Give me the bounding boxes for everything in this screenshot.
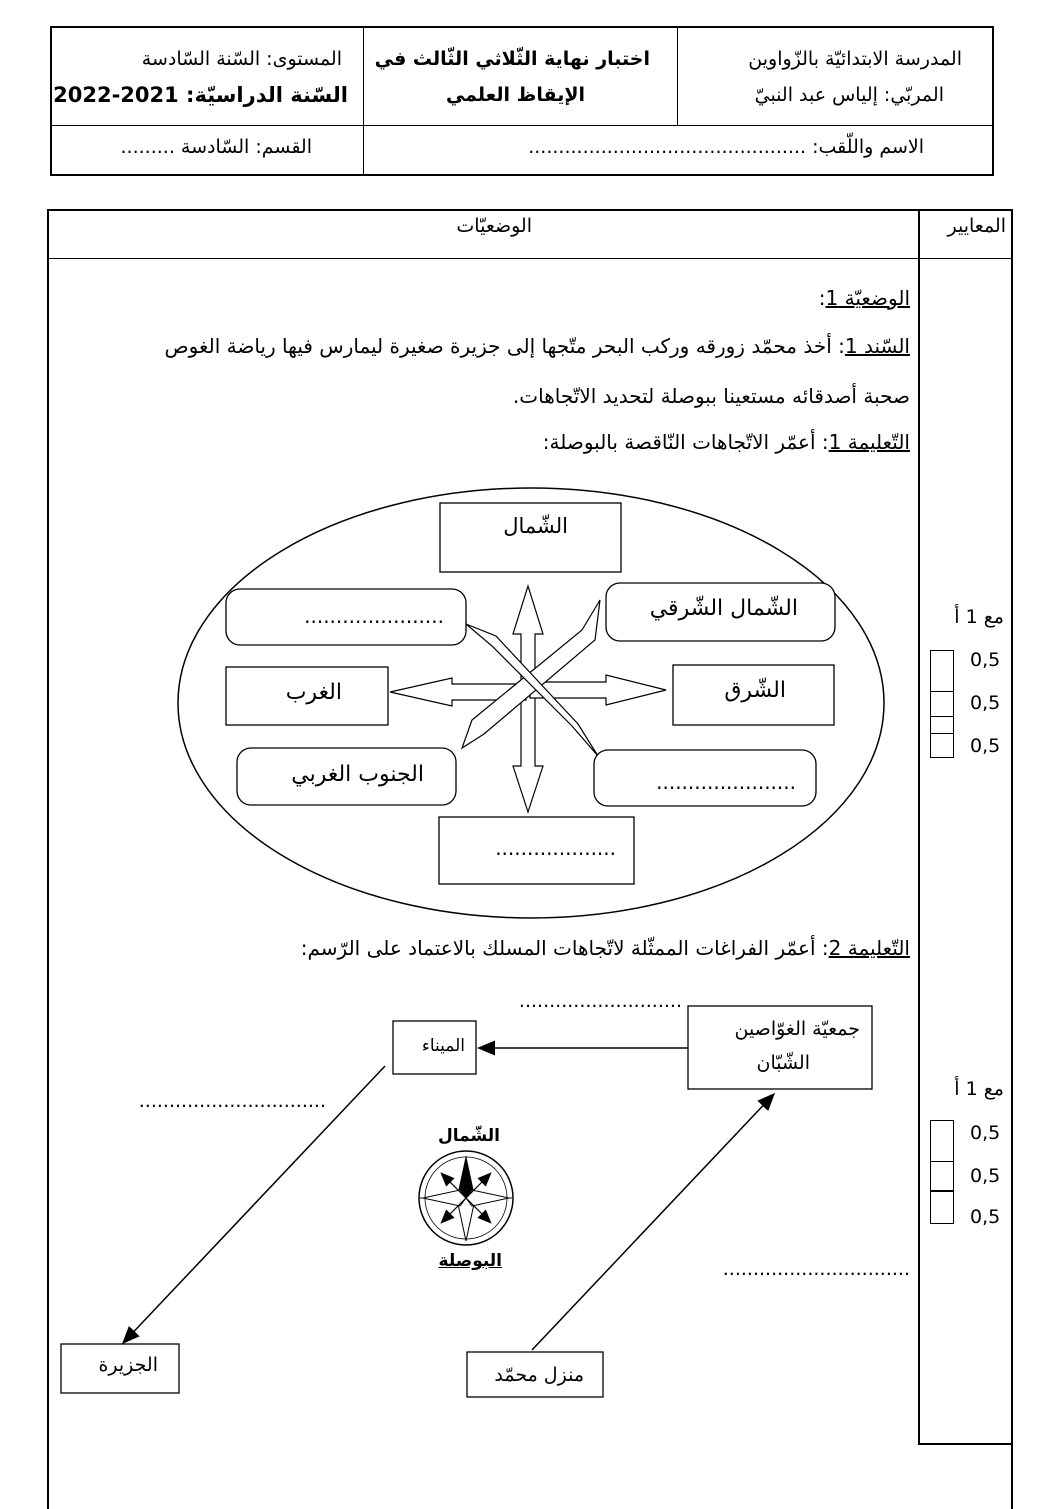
blank-southeast[interactable]: ...................... — [656, 770, 796, 794]
column-header-criteria: المعايير — [947, 215, 1006, 237]
label-island: الجزيرة — [98, 1354, 158, 1376]
criteria-group-1-label: مع 1 أ — [954, 606, 1004, 628]
situation-title-text: الوضعيّة 1 — [825, 286, 910, 310]
instruction-2-text: : أعمّر الفراغات الممثّلة لاتّجاهات المسلك بالاعتماد على الرّسم: — [300, 936, 829, 960]
blank-route-top[interactable]: ........................... — [518, 990, 682, 1012]
score-1-1: 0,5 — [970, 649, 1001, 671]
blank-south[interactable]: ................... — [495, 836, 616, 860]
blank-route-right[interactable]: ............................... — [722, 1258, 910, 1280]
exam-title-line2: الإيقاظ العلمي — [445, 84, 585, 106]
score-box-1-1[interactable] — [930, 650, 954, 692]
score-2-3: 0,5 — [970, 1206, 1001, 1228]
score-box-2-2[interactable] — [930, 1160, 954, 1192]
support-text-1: : أخذ محمّد زورقه وركب البحر متّجها إلى جزيرة صغيرة ليمارس فيها رياضة الغوص — [164, 334, 845, 358]
label-west: الغرب — [285, 680, 342, 705]
score-2-2: 0,5 — [970, 1165, 1001, 1187]
label-east: الشّرق — [724, 678, 786, 703]
score-2-1: 0,5 — [970, 1122, 1001, 1144]
label-home: منزل محمّد — [494, 1364, 584, 1386]
instruction-1-text: : أعمّر الاتّجاهات النّاقصة بالبوصلة: — [542, 430, 829, 454]
score-box-1-3[interactable] — [930, 716, 954, 758]
compass-caption: البوصلة — [438, 1251, 502, 1271]
criteria-group-2-label: مع 1 أ — [954, 1078, 1004, 1100]
school-name: المدرسة الابتدائيّة بالزّواوين — [748, 48, 962, 70]
label-club-line2: الشّبّان — [756, 1052, 810, 1074]
label-northeast: الشّمال الشّرقي — [649, 596, 798, 621]
class-field[interactable]: القسم: السّادسة ......... — [120, 136, 312, 158]
label-north: الشّمال — [503, 514, 568, 538]
situation-title-colon: : — [818, 286, 826, 310]
label-club-line1: جمعيّة الغوّاصين — [734, 1018, 860, 1040]
score-1-3: 0,5 — [970, 735, 1001, 757]
arrow-home-to-club — [532, 1095, 773, 1350]
school-year: السّنة الدراسيّة: 2021-2022 — [53, 83, 348, 107]
blank-route-left[interactable]: ............................... — [138, 1090, 326, 1112]
exam-title-line1: اختبار نهاية الثّلاثي الثّالث في — [374, 48, 650, 70]
score-1-2: 0,5 — [970, 692, 1001, 714]
compass-north-label: الشّمال — [437, 1126, 500, 1146]
score-box-2-1[interactable] — [930, 1120, 954, 1162]
name-field[interactable]: الاسم واللّقب: .............................................. — [528, 136, 924, 158]
support-line-2: صحبة أصدقائه مستعينا ببوصلة لتحديد الاتّجاهات. — [512, 384, 910, 408]
label-southwest: الجنوب الغربي — [291, 762, 424, 787]
instruction-2-label: التّعليمة 2 — [828, 936, 910, 960]
column-header-situations: الوضعيّات — [456, 215, 532, 237]
teacher-name: المربّي: إلياس عبد النبيّ — [754, 84, 944, 106]
score-box-2-3[interactable] — [930, 1190, 954, 1224]
instruction-1-label: التّعليمة 1 — [828, 430, 910, 454]
support-label: السّند 1 — [844, 334, 910, 358]
blank-northwest[interactable]: ...................... — [304, 604, 444, 628]
level: المستوى: السّنة السّادسة — [141, 48, 342, 70]
compass-rose-icon — [419, 1151, 513, 1245]
label-port: الميناء — [421, 1036, 465, 1056]
